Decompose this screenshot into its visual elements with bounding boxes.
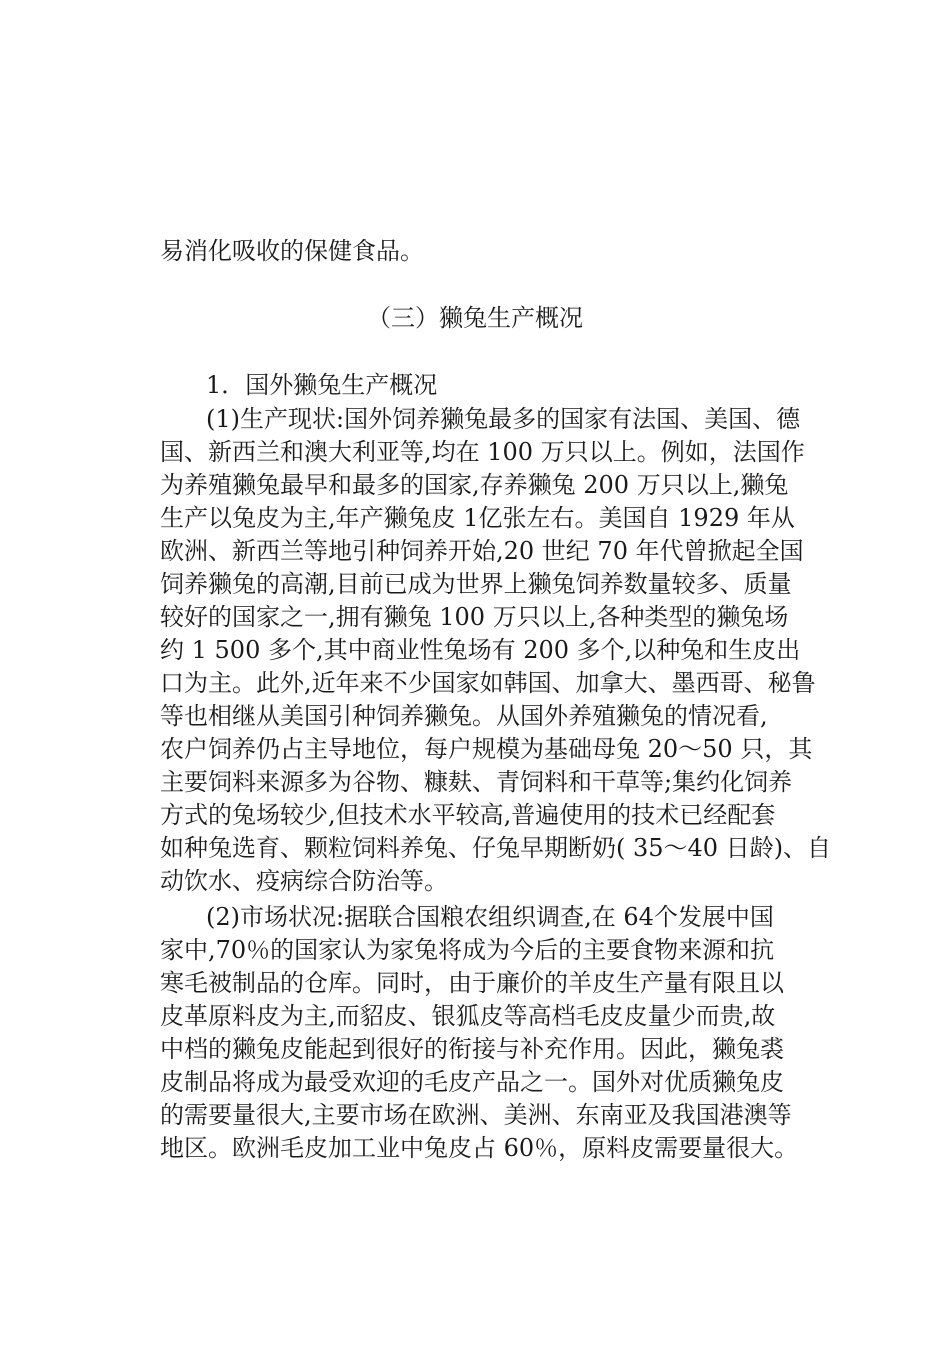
paragraph-1-line-3: 为养殖獭兔最早和最多的国家,存养獭兔 200 万只以上,獭兔 [160,471,789,499]
paragraph-2-line-7: 的需要量很大,主要市场在欧洲、美洲、东南亚及我国港澳等 [160,1101,792,1129]
subsection-heading: 1．国外獭兔生产概况 [206,371,438,399]
paragraph-1-line-5: 欧洲、新西兰等地引种饲养开始,20 世纪 70 年代曾掀起全国 [160,537,804,565]
paragraph-1-line-13: 方式的兔场较少,但技术水平较高,普遍使用的技术已经配套 [160,801,776,829]
paragraph-1-line-15: 动饮水、疫病综合防治等。 [160,867,448,895]
paragraph-1-line-8: 约 1 500 多个,其中商业性兔场有 200 多个,以种兔和生皮出 [160,636,801,664]
paragraph-2-line-8: 地区。欧洲毛皮加工业中兔皮占 60％，原料皮需要量很大。 [160,1134,799,1162]
paragraph-1-line-2: 国、新西兰和澳大利亚等,均在 100 万只以上。例如，法国作 [160,438,805,466]
paragraph-2-line-2: 家中,70％的国家认为家兔将成为今后的主要食物来源和抗 [160,936,775,964]
paragraph-2-line-3: 寒毛被制品的仓库。同时，由于廉价的羊皮生产量有限且以 [160,969,784,997]
paragraph-1-line-1: (1)生产现状:国外饲养獭兔最多的国家有法国、美国、德 [206,405,801,433]
paragraph-2-line-5: 中档的獭兔皮能起到很好的衔接与补充作用。因此，獭兔裘 [160,1035,784,1063]
paragraph-1-line-10: 等也相继从美国引种饲养獭兔。从国外养殖獭兔的情况看, [160,702,768,730]
paragraph-1-line-4: 生产以兔皮为主,年产獭兔皮 1亿张左右。美国自 1929 年从 [160,504,795,532]
section-heading: （三）獭兔生产概况 [367,304,583,332]
paragraph-2-line-1: (2)市场状况:据联合国粮农组织调查,在 64个发展中国 [206,903,774,931]
paragraph-2-line-4: 皮革原料皮为主,而貂皮、银狐皮等高档毛皮皮量少而贵,故 [160,1002,776,1030]
paragraph-1-line-11: 农户饲养仍占主导地位，每户规模为基础母兔 20～50 只，其 [160,735,813,763]
paragraph-1-line-12: 主要饲料来源多为谷物、糠麸、青饲料和干草等;集约化饲养 [160,768,793,796]
paragraph-1-line-6: 饲养獭兔的高潮,目前已成为世界上獭兔饲养数量较多、质量 [160,570,792,598]
continuation-line: 易消化吸收的保健食品。 [160,237,424,265]
paragraph-1-line-9: 口为主。此外,近年来不少国家如韩国、加拿大、墨西哥、秘鲁 [160,669,816,697]
paragraph-1-line-7: 较好的国家之一,拥有獭兔 100 万只以上,各种类型的獭兔场 [160,603,789,631]
paragraph-1-line-14: 如种兔选育、颗粒饲料养兔、仔兔早期断奶( 35～40 日龄)、自 [160,834,832,862]
paragraph-2-line-6: 皮制品将成为最受欢迎的毛皮产品之一。国外对优质獭兔皮 [160,1068,784,1096]
